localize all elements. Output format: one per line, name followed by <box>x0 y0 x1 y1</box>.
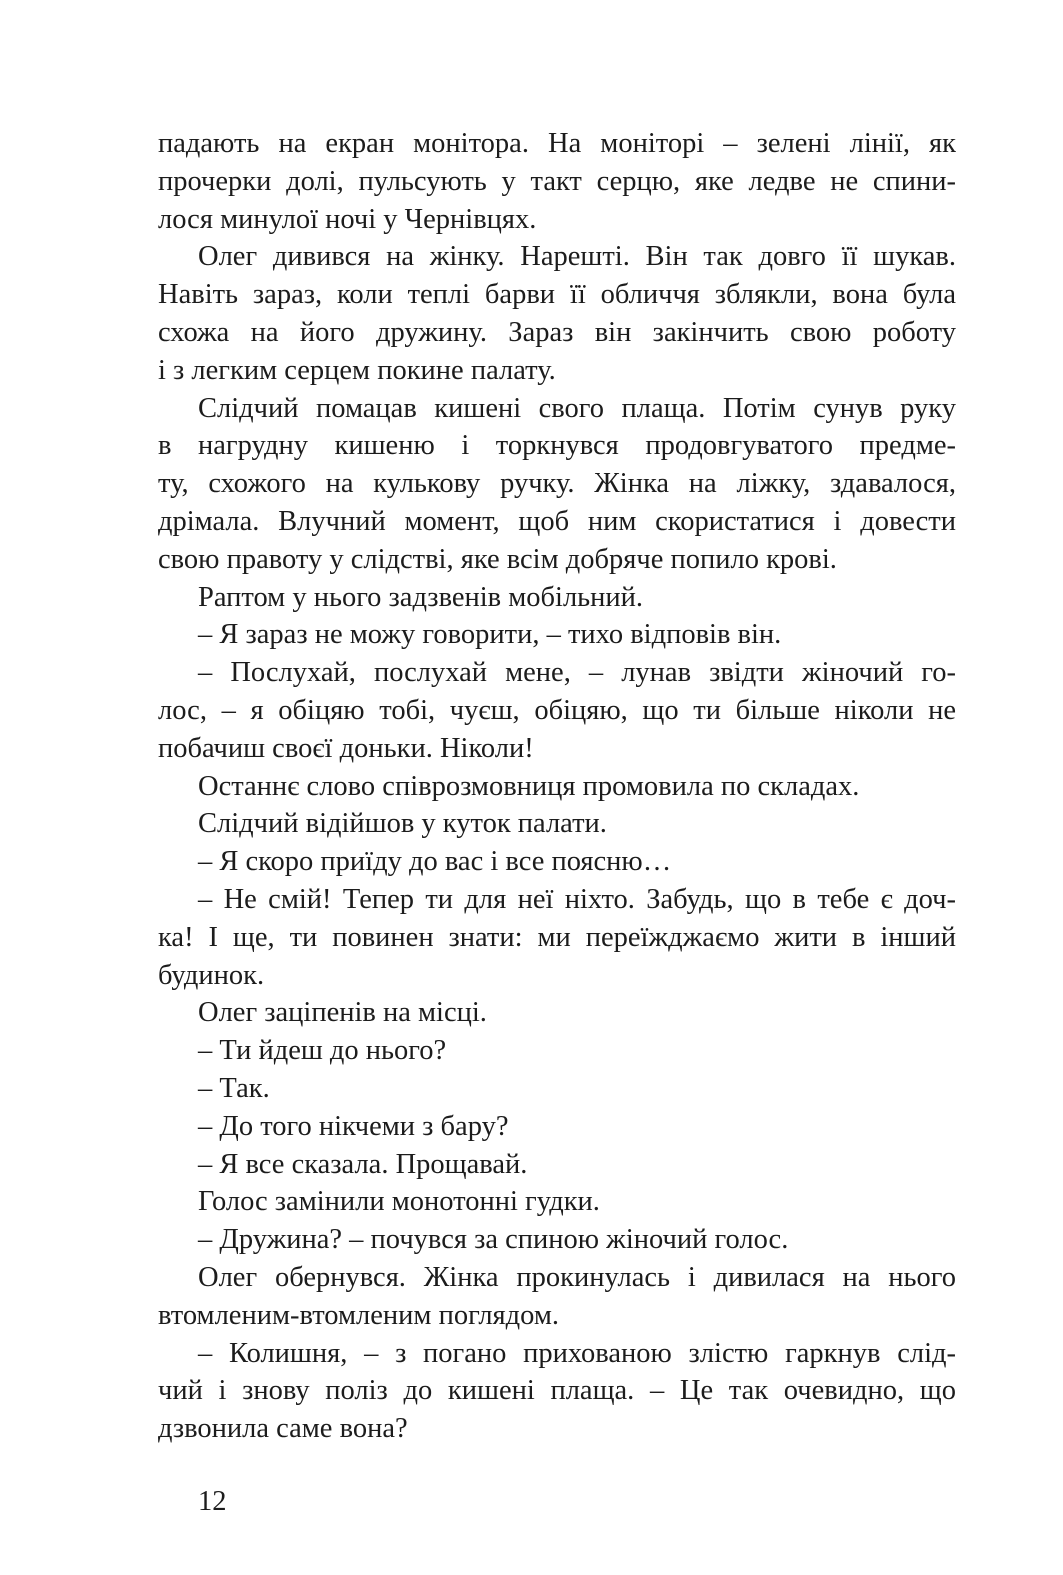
page-number: 12 <box>198 1486 227 1517</box>
text-line: – До того нікчеми з бару? <box>198 1110 509 1142</box>
text-line: лос, – я обіцяю тобі, чуєш, обіцяю, що ти більше ніколи не <box>158 694 956 726</box>
text-line: ту, схожого на кулькову ручку. Жінка на ліжку, здавалося, <box>158 468 956 500</box>
text-line: Голос замінили монотонні гудки. <box>198 1186 600 1218</box>
text-line: в нагрудну кишеню і торкнувся продовгуватого предме- <box>158 430 956 462</box>
text-line: – Я скоро приїду до вас і все поясню… <box>198 846 672 878</box>
text-line: Слідчий відійшов у куток палати. <box>198 808 607 840</box>
text-line: Олег обернувся. Жінка прокинулась і дивилася на нього <box>198 1261 956 1293</box>
text-line: і з легким серцем покине палату. <box>158 354 556 386</box>
text-line: – Ти йдеш до нього? <box>198 1035 447 1067</box>
text-line: Раптом у нього задзвенів мобільний. <box>198 581 644 613</box>
text-line: будинок. <box>158 959 265 991</box>
text-line: – Так. <box>198 1072 270 1104</box>
text-line: побачиш своєї доньки. Ніколи! <box>158 732 534 764</box>
text-line: лося минулої ночі у Чернівцях. <box>158 203 537 235</box>
body-text <box>158 125 956 1448</box>
text-line: Олег заціпенів на місці. <box>198 997 487 1029</box>
text-line: – Я зараз не можу говорити, – тихо відповів він. <box>198 619 782 651</box>
text-line: ка! І ще, ти повинен знати: ми переїжджаємо жити в інший <box>158 921 956 953</box>
text-line: свою правоту у слідстві, яке всім добряче попило крові. <box>158 543 837 575</box>
text-line: – Колишня, – з погано прихованою злістю гаркнув слід- <box>198 1337 956 1369</box>
text-line: схожа на його дружину. Зараз він закінчить свою роботу <box>158 316 956 348</box>
text-line: прочерки долі, пульсують у такт серцю, яке ледве не спини- <box>158 165 956 197</box>
text-line: – Не смій! Тепер ти для неї ніхто. Забудь, що в тебе є доч- <box>198 883 956 915</box>
text-line: втомленим-втомленим поглядом. <box>158 1299 560 1331</box>
text-line: дзвонила саме вона? <box>158 1413 408 1445</box>
text-line: Олег дивився на жінку. Нарешті. Він так довго її шукав. <box>198 241 956 273</box>
text-line: чий і знову поліз до кишені плаща. – Це так очевидно, що <box>158 1375 956 1407</box>
text-line: Останнє слово співрозмовниця промовила по складах. <box>198 770 860 802</box>
text-line: падають на екран монітора. На моніторі – зелені лінії, як <box>158 128 956 159</box>
text-line: Навіть зараз, коли теплі барви її обличчя зблякли, вона була <box>158 279 956 311</box>
text-line: – Послухай, послухай мене, – лунав звідти жіночий го- <box>198 657 956 689</box>
text-line: Слідчий помацав кишені свого плаща. Потім сунув руку <box>198 392 956 424</box>
text-line: – Дружина? – почувся за спиною жіночий голос. <box>198 1224 789 1256</box>
text-line: дрімала. Влучний момент, щоб ним скористатися і довести <box>158 505 956 537</box>
text-line: – Я все сказала. Прощавай. <box>198 1148 528 1180</box>
